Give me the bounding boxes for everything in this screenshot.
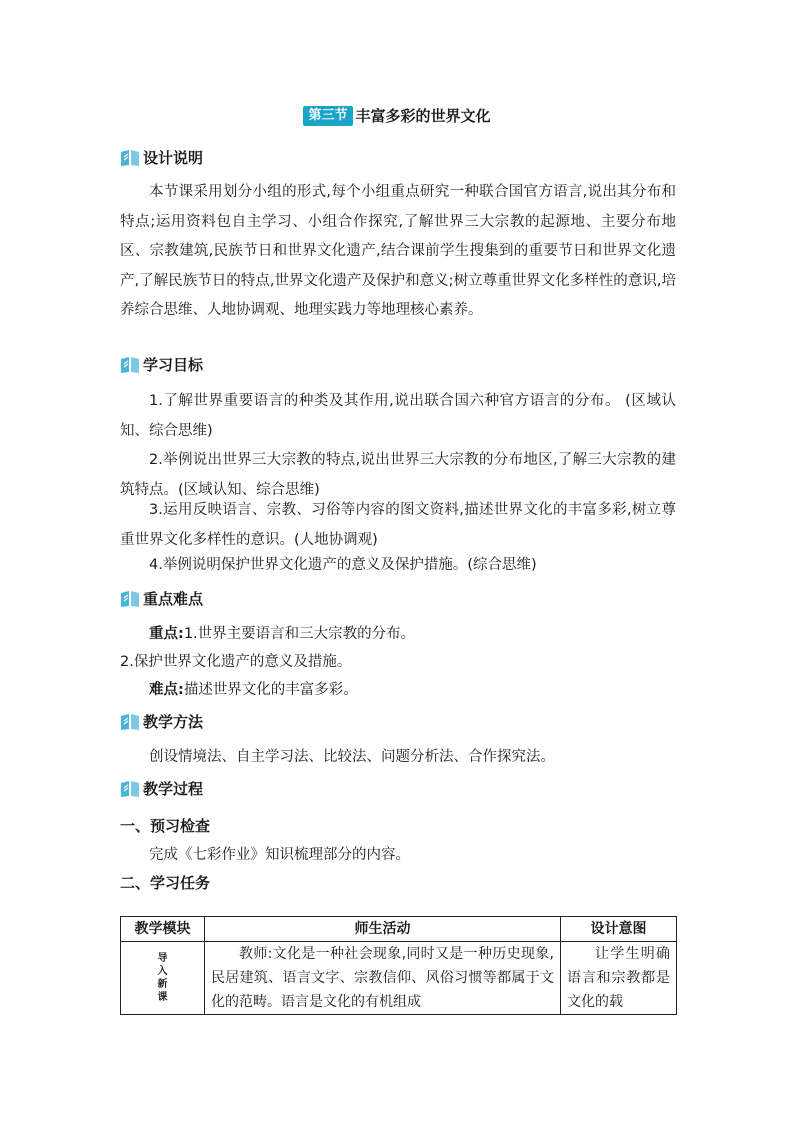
difficult-text: 描述世界文化的丰富多彩。 <box>183 682 358 698</box>
heading-process <box>120 780 203 798</box>
heading-key-points <box>120 590 203 608</box>
table-row <box>121 942 677 1015</box>
key-point-line-2: 2.保护世界文化遗产的意义及措施。 <box>120 654 352 670</box>
heading-text: 重点难点 <box>143 590 204 608</box>
title-text: 丰富多彩的世界文化 <box>355 107 491 125</box>
difficult-point-line <box>149 680 358 700</box>
module-char: 入 <box>157 966 168 977</box>
page-title <box>0 104 794 126</box>
lesson-table <box>120 916 677 1015</box>
subheading-preview-check: 一、预习检查 <box>120 817 211 835</box>
header-module: 教学模块 <box>121 917 205 942</box>
book-icon <box>120 713 140 731</box>
module-cell <box>121 942 205 1015</box>
key-label: 重点: <box>149 626 184 642</box>
module-char: 导 <box>157 953 168 964</box>
difficult-label: 难点: <box>149 682 184 698</box>
goal-item-4: 4.举例说明保护世界文化遗产的意义及保护措施。(综合思维) <box>149 557 537 573</box>
goal-item-1: 1.了解世界重要语言的种类及其作用,说出联合国六种官方语言的分布。 (区域认知、综合思维) <box>120 393 676 439</box>
book-icon <box>120 780 140 798</box>
preview-check-text: 完成《七彩作业》知识梳理部分的内容。 <box>149 847 410 863</box>
section-badge: 第三节 <box>303 106 352 126</box>
key-point-line-1 <box>149 624 415 644</box>
heading-goals <box>120 356 203 374</box>
table-header-row <box>121 917 677 942</box>
heading-design <box>120 149 203 167</box>
subheading-learning-tasks: 二、学习任务 <box>120 874 211 892</box>
header-intent: 设计意图 <box>561 917 677 942</box>
goal-item-3: 3.运用反映语言、宗教、习俗等内容的图文资料,描述世界文化的丰富多彩,树立尊重世界文化多样性的意识。(人地协调观) <box>120 502 676 548</box>
module-char: 新 <box>157 979 168 990</box>
activity-cell: 教师:文化是一种社会现象,同时又是一种历史现象,民居建筑、语言文字、宗教信仰、风俗习惯等都属于文化的范畴。语言是文化的有机组成 <box>205 942 561 1015</box>
methods-text: 创设情境法、自主学习法、比较法、问题分析法、合作探究法。 <box>149 749 555 765</box>
book-icon <box>120 356 140 374</box>
design-paragraph: 本节课采用划分小组的形式,每个小组重点研究一种联合国官方语言,说出其分布和特点;运用资料包自主学习、小组合作探究,了解世界三大宗教的起源地、主要分布地区、宗教建筑,民族节日和世界文化遗产,结合课前学生搜集到的重要节日和世界文化遗产,了解民族节日的特点,世界文化遗产及保护和意义;树立尊重世界文化多样性的意识,培养综合思维、人地协调观、地理实践力等地理核心素养。 <box>120 184 676 318</box>
key-text: 1.世界主要语言和三大宗教的分布。 <box>183 626 416 642</box>
module-char: 课 <box>157 992 168 1003</box>
goal-item-2: 2.举例说出世界三大宗教的特点,说出世界三大宗教的分布地区,了解三大宗教的建筑特点。(区域认知、综合思维) <box>120 452 676 498</box>
heading-text: 设计说明 <box>143 149 204 167</box>
header-activity: 师生活动 <box>205 917 561 942</box>
intent-cell: 让学生明确语言和宗教都是文化的载 <box>561 942 677 1015</box>
book-icon <box>120 590 140 608</box>
heading-text: 教学过程 <box>143 780 204 798</box>
heading-methods <box>120 713 203 731</box>
heading-text: 教学方法 <box>143 713 204 731</box>
heading-text: 学习目标 <box>143 356 204 374</box>
book-icon <box>120 149 140 167</box>
